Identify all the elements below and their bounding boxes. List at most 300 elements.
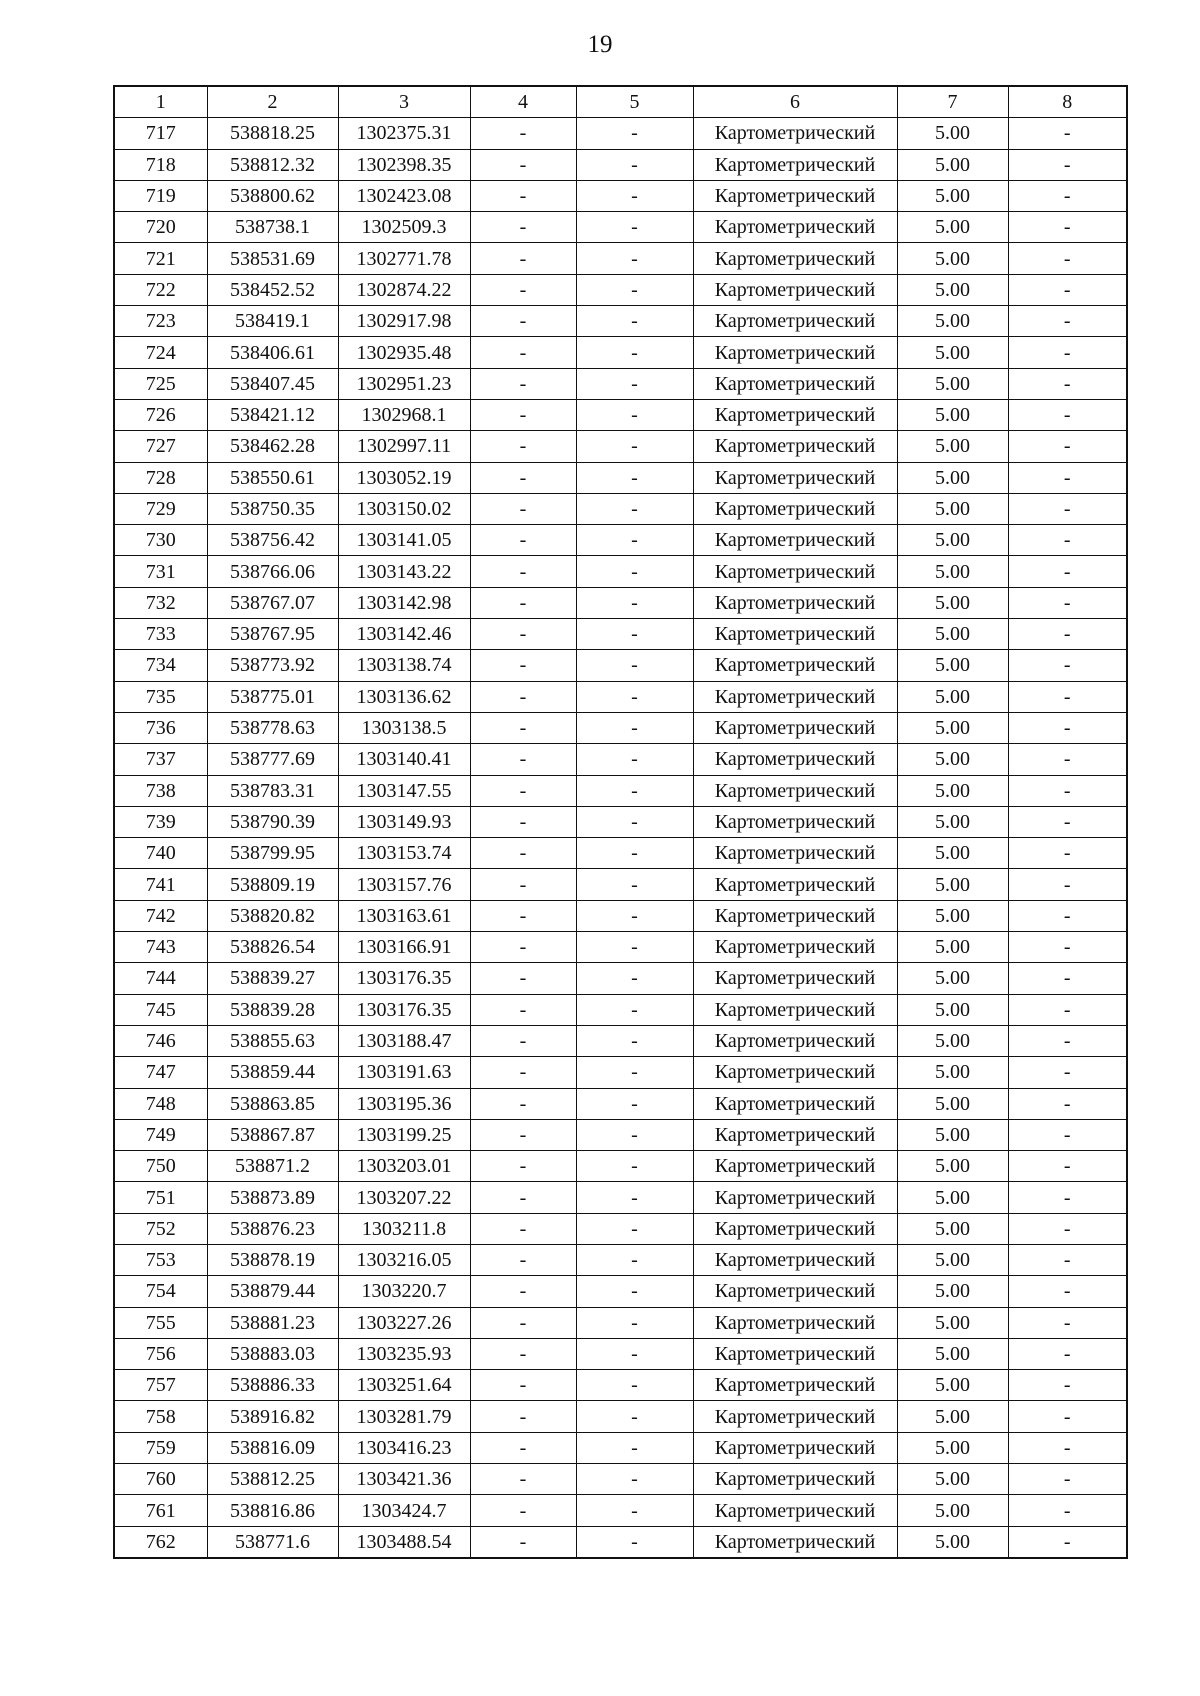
y-coordinate-cell: 1303138.5: [338, 712, 470, 743]
point-number-cell: 742: [114, 900, 207, 931]
x-coordinate-cell: 538790.39: [207, 806, 338, 837]
point-number-cell: 728: [114, 462, 207, 493]
y-coordinate-cell: 1303199.25: [338, 1119, 470, 1150]
column-4-cell: -: [470, 1151, 576, 1182]
table-row: [114, 963, 1127, 994]
method-cell: Картометрический: [693, 1432, 897, 1463]
table-row: [114, 1182, 1127, 1213]
accuracy-cell: 5.00: [897, 1307, 1008, 1338]
table-row: [114, 118, 1127, 149]
column-8-cell: -: [1008, 932, 1127, 963]
point-number-cell: 718: [114, 149, 207, 180]
column-5-cell: -: [576, 1432, 693, 1463]
y-coordinate-cell: 1303220.7: [338, 1276, 470, 1307]
table-row: [114, 462, 1127, 493]
y-coordinate-cell: 1302951.23: [338, 368, 470, 399]
accuracy-cell: 5.00: [897, 462, 1008, 493]
method-cell: Картометрический: [693, 431, 897, 462]
table-row: [114, 1495, 1127, 1526]
point-number-cell: 720: [114, 212, 207, 243]
x-coordinate-cell: 538738.1: [207, 212, 338, 243]
column-5-cell: -: [576, 900, 693, 931]
table-row: [114, 775, 1127, 806]
column-4-cell: -: [470, 306, 576, 337]
point-number-cell: 740: [114, 838, 207, 869]
column-8-cell: -: [1008, 1338, 1127, 1369]
column-8-cell: -: [1008, 118, 1127, 149]
table-row: [114, 619, 1127, 650]
table-row: [114, 431, 1127, 462]
accuracy-cell: 5.00: [897, 1088, 1008, 1119]
column-8-cell: -: [1008, 243, 1127, 274]
method-cell: Картометрический: [693, 869, 897, 900]
x-coordinate-cell: 538778.63: [207, 712, 338, 743]
method-cell: Картометрический: [693, 337, 897, 368]
x-coordinate-cell: 538783.31: [207, 775, 338, 806]
y-coordinate-cell: 1303149.93: [338, 806, 470, 837]
y-coordinate-cell: 1302375.31: [338, 118, 470, 149]
method-cell: Картометрический: [693, 587, 897, 618]
column-4-cell: -: [470, 399, 576, 430]
x-coordinate-cell: 538839.28: [207, 994, 338, 1025]
x-coordinate-cell: 538799.95: [207, 838, 338, 869]
table-row: [114, 149, 1127, 180]
y-coordinate-cell: 1303157.76: [338, 869, 470, 900]
y-coordinate-cell: 1303166.91: [338, 932, 470, 963]
x-coordinate-cell: 538767.07: [207, 587, 338, 618]
method-cell: Картометрический: [693, 368, 897, 399]
column-4-cell: -: [470, 1401, 576, 1432]
accuracy-cell: 5.00: [897, 1213, 1008, 1244]
table-row: [114, 587, 1127, 618]
point-number-cell: 717: [114, 118, 207, 149]
column-5-cell: -: [576, 1119, 693, 1150]
column-8-cell: -: [1008, 587, 1127, 618]
y-coordinate-cell: 1303176.35: [338, 994, 470, 1025]
y-coordinate-cell: 1303191.63: [338, 1057, 470, 1088]
column-4-cell: -: [470, 1182, 576, 1213]
x-coordinate-cell: 538873.89: [207, 1182, 338, 1213]
column-4-cell: -: [470, 963, 576, 994]
column-8-cell: -: [1008, 274, 1127, 305]
column-4-cell: -: [470, 1025, 576, 1056]
column-5-cell: -: [576, 180, 693, 211]
x-coordinate-cell: 538800.62: [207, 180, 338, 211]
point-number-cell: 748: [114, 1088, 207, 1119]
table-row: [114, 1213, 1127, 1244]
accuracy-cell: 5.00: [897, 994, 1008, 1025]
method-cell: Картометрический: [693, 1464, 897, 1495]
table-row: [114, 932, 1127, 963]
x-coordinate-cell: 538855.63: [207, 1025, 338, 1056]
x-coordinate-cell: 538531.69: [207, 243, 338, 274]
y-coordinate-cell: 1303153.74: [338, 838, 470, 869]
y-coordinate-cell: 1303142.98: [338, 587, 470, 618]
y-coordinate-cell: 1303203.01: [338, 1151, 470, 1182]
accuracy-cell: 5.00: [897, 1119, 1008, 1150]
column-header-8: 8: [1008, 86, 1127, 118]
coordinates-table: [113, 85, 1128, 1559]
column-8-cell: -: [1008, 1151, 1127, 1182]
column-4-cell: -: [470, 1057, 576, 1088]
table-row: [114, 1057, 1127, 1088]
y-coordinate-cell: 1303142.46: [338, 619, 470, 650]
column-5-cell: -: [576, 869, 693, 900]
accuracy-cell: 5.00: [897, 1151, 1008, 1182]
method-cell: Картометрический: [693, 180, 897, 211]
method-cell: Картометрический: [693, 462, 897, 493]
point-number-cell: 761: [114, 1495, 207, 1526]
accuracy-cell: 5.00: [897, 337, 1008, 368]
y-coordinate-cell: 1303150.02: [338, 493, 470, 524]
x-coordinate-cell: 538879.44: [207, 1276, 338, 1307]
x-coordinate-cell: 538777.69: [207, 744, 338, 775]
column-5-cell: -: [576, 1088, 693, 1119]
column-5-cell: -: [576, 493, 693, 524]
accuracy-cell: 5.00: [897, 243, 1008, 274]
x-coordinate-cell: 538550.61: [207, 462, 338, 493]
method-cell: Картометрический: [693, 1401, 897, 1432]
column-5-cell: -: [576, 118, 693, 149]
point-number-cell: 760: [114, 1464, 207, 1495]
column-header-5: 5: [576, 86, 693, 118]
column-8-cell: -: [1008, 1401, 1127, 1432]
y-coordinate-cell: 1302935.48: [338, 337, 470, 368]
y-coordinate-cell: 1303136.62: [338, 681, 470, 712]
method-cell: Картометрический: [693, 806, 897, 837]
x-coordinate-cell: 538419.1: [207, 306, 338, 337]
column-8-cell: -: [1008, 1495, 1127, 1526]
column-5-cell: -: [576, 1244, 693, 1275]
point-number-cell: 726: [114, 399, 207, 430]
point-number-cell: 751: [114, 1182, 207, 1213]
x-coordinate-cell: 538881.23: [207, 1307, 338, 1338]
column-8-cell: -: [1008, 337, 1127, 368]
table-row: [114, 399, 1127, 430]
column-4-cell: -: [470, 1370, 576, 1401]
table-row: [114, 1432, 1127, 1463]
table-row: [114, 1025, 1127, 1056]
column-4-cell: -: [470, 712, 576, 743]
y-coordinate-cell: 1302968.1: [338, 399, 470, 430]
table-row: [114, 337, 1127, 368]
column-8-cell: -: [1008, 1088, 1127, 1119]
column-8-cell: -: [1008, 619, 1127, 650]
column-5-cell: -: [576, 681, 693, 712]
method-cell: Картометрический: [693, 306, 897, 337]
column-5-cell: -: [576, 744, 693, 775]
table-row: [114, 368, 1127, 399]
method-cell: Картометрический: [693, 744, 897, 775]
column-8-cell: -: [1008, 1432, 1127, 1463]
column-5-cell: -: [576, 838, 693, 869]
column-8-cell: -: [1008, 1464, 1127, 1495]
method-cell: Картометрический: [693, 650, 897, 681]
accuracy-cell: 5.00: [897, 900, 1008, 931]
column-8-cell: -: [1008, 775, 1127, 806]
point-number-cell: 719: [114, 180, 207, 211]
table-row: [114, 274, 1127, 305]
point-number-cell: 741: [114, 869, 207, 900]
y-coordinate-cell: 1303147.55: [338, 775, 470, 806]
point-number-cell: 744: [114, 963, 207, 994]
column-5-cell: -: [576, 1495, 693, 1526]
table-row: [114, 712, 1127, 743]
table-row: [114, 1401, 1127, 1432]
point-number-cell: 736: [114, 712, 207, 743]
point-number-cell: 734: [114, 650, 207, 681]
y-coordinate-cell: 1302917.98: [338, 306, 470, 337]
x-coordinate-cell: 538826.54: [207, 932, 338, 963]
point-number-cell: 727: [114, 431, 207, 462]
point-number-cell: 749: [114, 1119, 207, 1150]
method-cell: Картометрический: [693, 932, 897, 963]
y-coordinate-cell: 1302874.22: [338, 274, 470, 305]
point-number-cell: 721: [114, 243, 207, 274]
x-coordinate-cell: 538883.03: [207, 1338, 338, 1369]
table-row: [114, 243, 1127, 274]
table-row: [114, 306, 1127, 337]
accuracy-cell: 5.00: [897, 149, 1008, 180]
column-5-cell: -: [576, 587, 693, 618]
x-coordinate-cell: 538452.52: [207, 274, 338, 305]
table-row: [114, 744, 1127, 775]
y-coordinate-cell: 1303140.41: [338, 744, 470, 775]
y-coordinate-cell: 1302997.11: [338, 431, 470, 462]
accuracy-cell: 5.00: [897, 1182, 1008, 1213]
column-8-cell: -: [1008, 1244, 1127, 1275]
accuracy-cell: 5.00: [897, 744, 1008, 775]
accuracy-cell: 5.00: [897, 274, 1008, 305]
column-8-cell: -: [1008, 712, 1127, 743]
method-cell: Картометрический: [693, 994, 897, 1025]
column-header-4: 4: [470, 86, 576, 118]
y-coordinate-cell: 1303424.7: [338, 1495, 470, 1526]
column-4-cell: -: [470, 838, 576, 869]
point-number-cell: 732: [114, 587, 207, 618]
point-number-cell: 752: [114, 1213, 207, 1244]
column-8-cell: -: [1008, 1057, 1127, 1088]
accuracy-cell: 5.00: [897, 681, 1008, 712]
x-coordinate-cell: 538809.19: [207, 869, 338, 900]
y-coordinate-cell: 1303141.05: [338, 525, 470, 556]
column-5-cell: -: [576, 1151, 693, 1182]
column-4-cell: -: [470, 368, 576, 399]
accuracy-cell: 5.00: [897, 431, 1008, 462]
x-coordinate-cell: 538462.28: [207, 431, 338, 462]
column-4-cell: -: [470, 1495, 576, 1526]
table-row: [114, 1088, 1127, 1119]
column-4-cell: -: [470, 806, 576, 837]
column-4-cell: -: [470, 1307, 576, 1338]
method-cell: Картометрический: [693, 243, 897, 274]
x-coordinate-cell: 538871.2: [207, 1151, 338, 1182]
accuracy-cell: 5.00: [897, 493, 1008, 524]
method-cell: Картометрический: [693, 1119, 897, 1150]
method-cell: Картометрический: [693, 963, 897, 994]
table-row: [114, 994, 1127, 1025]
table-header-row: [114, 86, 1127, 118]
x-coordinate-cell: 538407.45: [207, 368, 338, 399]
column-5-cell: -: [576, 525, 693, 556]
column-4-cell: -: [470, 1119, 576, 1150]
table-row: [114, 1276, 1127, 1307]
accuracy-cell: 5.00: [897, 180, 1008, 211]
column-5-cell: -: [576, 462, 693, 493]
column-8-cell: -: [1008, 650, 1127, 681]
table-row: [114, 493, 1127, 524]
column-4-cell: -: [470, 587, 576, 618]
column-5-cell: -: [576, 1401, 693, 1432]
column-8-cell: -: [1008, 399, 1127, 430]
accuracy-cell: 5.00: [897, 1370, 1008, 1401]
column-8-cell: -: [1008, 1025, 1127, 1056]
column-8-cell: -: [1008, 431, 1127, 462]
y-coordinate-cell: 1303416.23: [338, 1432, 470, 1463]
column-5-cell: -: [576, 556, 693, 587]
accuracy-cell: 5.00: [897, 712, 1008, 743]
y-coordinate-cell: 1303188.47: [338, 1025, 470, 1056]
column-8-cell: -: [1008, 1276, 1127, 1307]
y-coordinate-cell: 1303281.79: [338, 1401, 470, 1432]
point-number-cell: 755: [114, 1307, 207, 1338]
table-row: [114, 525, 1127, 556]
accuracy-cell: 5.00: [897, 1432, 1008, 1463]
column-4-cell: -: [470, 274, 576, 305]
x-coordinate-cell: 538863.85: [207, 1088, 338, 1119]
column-5-cell: -: [576, 1057, 693, 1088]
accuracy-cell: 5.00: [897, 1057, 1008, 1088]
column-4-cell: -: [470, 1088, 576, 1119]
x-coordinate-cell: 538867.87: [207, 1119, 338, 1150]
column-5-cell: -: [576, 399, 693, 430]
accuracy-cell: 5.00: [897, 1495, 1008, 1526]
column-5-cell: -: [576, 1338, 693, 1369]
accuracy-cell: 5.00: [897, 838, 1008, 869]
column-5-cell: -: [576, 806, 693, 837]
column-5-cell: -: [576, 274, 693, 305]
accuracy-cell: 5.00: [897, 1526, 1008, 1558]
point-number-cell: 731: [114, 556, 207, 587]
column-5-cell: -: [576, 1276, 693, 1307]
column-5-cell: -: [576, 337, 693, 368]
column-5-cell: -: [576, 368, 693, 399]
method-cell: Картометрический: [693, 1057, 897, 1088]
point-number-cell: 759: [114, 1432, 207, 1463]
accuracy-cell: 5.00: [897, 806, 1008, 837]
point-number-cell: 738: [114, 775, 207, 806]
method-cell: Картометрический: [693, 619, 897, 650]
column-4-cell: -: [470, 775, 576, 806]
accuracy-cell: 5.00: [897, 525, 1008, 556]
method-cell: Картометрический: [693, 1151, 897, 1182]
x-coordinate-cell: 538406.61: [207, 337, 338, 368]
column-4-cell: -: [470, 932, 576, 963]
column-5-cell: -: [576, 1370, 693, 1401]
column-5-cell: -: [576, 1526, 693, 1558]
point-number-cell: 747: [114, 1057, 207, 1088]
column-8-cell: -: [1008, 681, 1127, 712]
table-row: [114, 1244, 1127, 1275]
method-cell: Картометрический: [693, 1338, 897, 1369]
point-number-cell: 762: [114, 1526, 207, 1558]
x-coordinate-cell: 538773.92: [207, 650, 338, 681]
y-coordinate-cell: 1303163.61: [338, 900, 470, 931]
point-number-cell: 729: [114, 493, 207, 524]
method-cell: Картометрический: [693, 1307, 897, 1338]
y-coordinate-cell: 1302509.3: [338, 212, 470, 243]
table-row: [114, 1338, 1127, 1369]
column-4-cell: -: [470, 493, 576, 524]
method-cell: Картометрический: [693, 900, 897, 931]
column-4-cell: -: [470, 619, 576, 650]
column-8-cell: -: [1008, 556, 1127, 587]
column-8-cell: -: [1008, 869, 1127, 900]
accuracy-cell: 5.00: [897, 306, 1008, 337]
method-cell: Картометрический: [693, 712, 897, 743]
point-number-cell: 757: [114, 1370, 207, 1401]
column-5-cell: -: [576, 775, 693, 806]
column-8-cell: -: [1008, 493, 1127, 524]
method-cell: Картометрический: [693, 493, 897, 524]
column-4-cell: -: [470, 650, 576, 681]
table-row: [114, 681, 1127, 712]
column-header-2: 2: [207, 86, 338, 118]
accuracy-cell: 5.00: [897, 212, 1008, 243]
column-5-cell: -: [576, 963, 693, 994]
column-5-cell: -: [576, 1307, 693, 1338]
column-5-cell: -: [576, 932, 693, 963]
point-number-cell: 754: [114, 1276, 207, 1307]
x-coordinate-cell: 538766.06: [207, 556, 338, 587]
point-number-cell: 730: [114, 525, 207, 556]
column-8-cell: -: [1008, 1526, 1127, 1558]
column-8-cell: -: [1008, 462, 1127, 493]
y-coordinate-cell: 1303421.36: [338, 1464, 470, 1495]
accuracy-cell: 5.00: [897, 932, 1008, 963]
x-coordinate-cell: 538812.32: [207, 149, 338, 180]
column-8-cell: -: [1008, 744, 1127, 775]
method-cell: Картометрический: [693, 838, 897, 869]
method-cell: Картометрический: [693, 1370, 897, 1401]
column-5-cell: -: [576, 306, 693, 337]
method-cell: Картометрический: [693, 118, 897, 149]
point-number-cell: 723: [114, 306, 207, 337]
column-4-cell: -: [470, 556, 576, 587]
column-8-cell: -: [1008, 180, 1127, 211]
accuracy-cell: 5.00: [897, 1025, 1008, 1056]
accuracy-cell: 5.00: [897, 1338, 1008, 1369]
column-8-cell: -: [1008, 149, 1127, 180]
point-number-cell: 743: [114, 932, 207, 963]
column-4-cell: -: [470, 337, 576, 368]
method-cell: Картометрический: [693, 399, 897, 430]
method-cell: Картометрический: [693, 1495, 897, 1526]
column-4-cell: -: [470, 1276, 576, 1307]
accuracy-cell: 5.00: [897, 1401, 1008, 1432]
accuracy-cell: 5.00: [897, 556, 1008, 587]
y-coordinate-cell: 1303211.8: [338, 1213, 470, 1244]
x-coordinate-cell: 538818.25: [207, 118, 338, 149]
table-row: [114, 1370, 1127, 1401]
method-cell: Картометрический: [693, 274, 897, 305]
y-coordinate-cell: 1303143.22: [338, 556, 470, 587]
column-4-cell: -: [470, 900, 576, 931]
column-4-cell: -: [470, 212, 576, 243]
column-4-cell: -: [470, 1213, 576, 1244]
table-row: [114, 1119, 1127, 1150]
accuracy-cell: 5.00: [897, 399, 1008, 430]
